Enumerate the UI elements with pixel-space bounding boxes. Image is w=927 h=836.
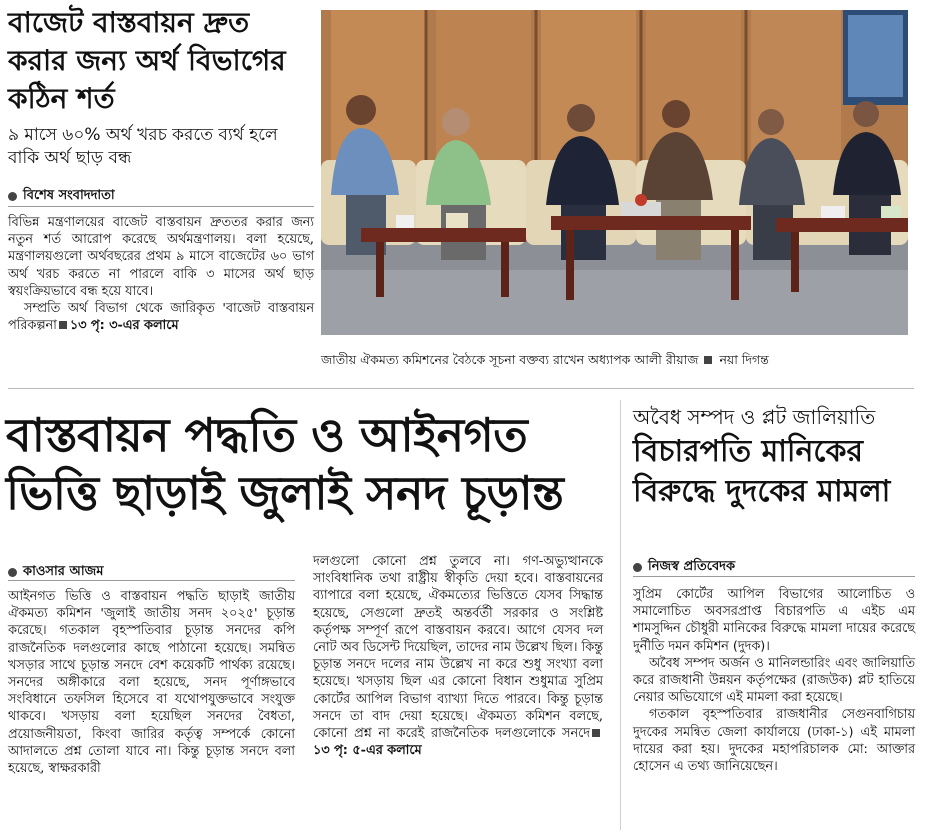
main-story-column-2 [313,553,603,759]
paragraph: অবৈধ সম্পদ অর্জন ও মানিলন্ডারিং এবং জালিয়াতি করে রাজধানী উন্নয়ন কর্তৃপক্ষের (রাজউক) প্লট হাতিয়ে নেয়ার অভিযোগে এই মামলা করা হয়েছে। [633,655,915,706]
paragraph: গতকাল বৃহস্পতিবার রাজধানীর সেগুনবাগিচায় দুদকের সমন্বিত জেলা কার্যালয়ে (ঢাকা-১) এই মামলা দায়ের করা হয়। দুদকের মহাপরিচালক মো: আক্তার হোসেন এ তথ্য জানিয়েছেন। [633,707,915,775]
byline-text: কাওসার আজম [23,564,104,579]
divider [8,388,914,389]
byline-text: বিশেষ সংবাদদাতা [23,188,115,203]
top-story-headline[interactable]: বাজেট বাস্তবায়ন দ্রুত করার জন্য অর্থ বিভাগের কঠিন শর্ত [8,6,286,115]
main-story-column-1: আইনগত ভিত্তি ও বাস্তবায়ন পদ্ধতি ছাড়াই জাতীয় ঐকমত্য কমিশন 'জুলাই জাতীয় সনদ ২০২৫' চূড়ান্ত করেছে। গতকাল বৃহস্পতিবার চূড়ান্ত সনদের কপি রাজনৈতিক দলগুলোর কাছে পাঠানো হয়েছে। সমন্বিত খসড়ার সাথে চূড়ান্ত সনদে বেশ কয়েকটি পার্থক্য রয়েছে। সনদের অঙ্গীকারে বলা হয়েছে, সনদ পূর্ণাঙ্গভাবে সংবিধানে তফসিল হিসেবে বা যথোপযুক্তভাবে সংযুক্ত থাকবে। খসড়ায় বলা হয়েছিল সনদের বৈধতা, প্রয়োজনীয়তা, কিংবা জারির কর্তৃত্ব সম্পর্কে কোনো আদালতে প্রশ্ন তোলা যাবে না। কিন্তু চূড়ান্ত সনদে বলা হয়েছে, স্বাক্ষরকারী [8,589,295,777]
divider [633,576,915,577]
square-bullet-icon [704,356,712,364]
top-story-subhead: ৯ মাসে ৬০% অর্থ খরচ করতে ব্যর্থ হলে বাকি অর্থ ছাড় বন্ধ [8,125,278,168]
right-story-kicker: অবৈধ সম্পদ ও প্লট জালিয়াতি [633,405,876,429]
headline-line: ভিত্তি ছাড়াই জুলাই সনদ চূড়ান্ত [6,466,564,520]
byline-text: নিজস্ব প্রতিবেদক [648,559,736,574]
bullet-icon [633,563,642,572]
bullet-icon [8,568,17,577]
caption-text: জাতীয় ঐকমত্য কমিশনের বৈঠকে সূচনা বক্তব্য রাখেন অধ্যাপক আলী রীয়াজ [321,352,699,367]
paragraph: সুপ্রিম কোর্টের আপিল বিভাগের আলোচিত ও সমালোচিত অবসরপ্রাপ্ত বিচারপতি এ এইচ এম শামসুদ্দিন চৌধুরী মানিকের বিরুদ্ধে মামলা দায়ের করেছে দুর্নীতি দমন কমিশন (দুদক)। [633,587,915,654]
photo-credit: নয়া দিগন্ত [719,352,769,367]
right-story-body [633,586,915,775]
column-divider [620,400,621,830]
photo-caption [321,352,911,372]
top-story-body [8,214,314,334]
main-story-headline[interactable] [6,406,606,522]
continued-link[interactable]: ১৩ পৃ: ৫-এর কলামে [313,743,422,759]
top-story-byline [8,186,115,207]
paragraph [8,300,314,334]
square-bullet-icon [592,729,600,737]
headline-line: বাস্তবায়ন পদ্ধতি ও আইনগত [6,408,528,462]
square-bullet-icon [59,321,67,329]
right-story-byline [633,557,735,578]
bullet-icon [8,192,17,201]
continued-link[interactable]: ১৩ পৃ: ৩-এর কলামে [69,318,179,334]
meeting-photo-illustration [321,10,908,335]
divider [8,580,295,581]
column-text: দলগুলো কোনো প্রশ্ন তুলবে না। গণ-অভ্যুত্থানকে সাংবিধানিক তথা রাষ্ট্রীয় স্বীকৃতি দেয়া হবে। বাস্তবায়নের ব্যাপারে বলা হয়েছে, ঐকমত্যের ভিত্তিতে যেসব সিদ্ধান্ত হয়েছে, সেগুলো দ্রুতই অন্তর্বর্তী সরকার ও সংশ্লিষ্ট কর্তৃপক্ষ সম্পূর্ণ রূপে বাস্তবায়ন করবে। আগে যেসব দল নোট অব ডিসেন্ট দিয়েছিল, তাদের নাম উল্লেখ ছিল। কিন্তু চূড়ান্ত সনদে দলের নাম উল্লেখ না করে শুধু সংখ্যা বলা হয়েছে। খসড়ায় ছিল এর কোনো বিধান শুধুমাত্র সুপ্রিম কোর্টের আপিল বিভাগ ব্যাখ্যা দিতে পারবে। কিন্তু চূড়ান্ত সনদে তা বাদ দেয়া হয়েছে। ঐকমত্য কমিশন বলছে, কোনো প্রশ্ন না করেই রাজনৈতিক দলগুলোকে সনদে [313,554,603,742]
news-photo [321,10,908,335]
paragraph: বিভিন্ন মন্ত্রণালয়ের বাজেট বাস্তবায়ন দ্রুততর করার জন্য নতুন শর্ত আরোপ করেছে অর্থমন্ত্রণালয়। বলা হয়েছে, মন্ত্রণালয়গুলো অর্থবছরের প্রথম ৯ মাসে বাজেটের ৬০ ভাগ অর্থ খরচ করতে না পারলে বাকি ৩ মাসের অর্থ ছাড় স্বয়ংক্রিয়ভাবে বন্ধ হয়ে যাবে। [8,215,314,299]
divider [8,206,314,207]
paragraph-text: সম্প্রতি অর্থ বিভাগ থেকে জারিকৃত 'বাজেট বাস্তবায়ন পরিকল্পনা [8,301,314,334]
right-story-headline[interactable]: বিচারপতি মানিকের বিরুদ্ধে দুদকের মামলা [633,434,891,509]
